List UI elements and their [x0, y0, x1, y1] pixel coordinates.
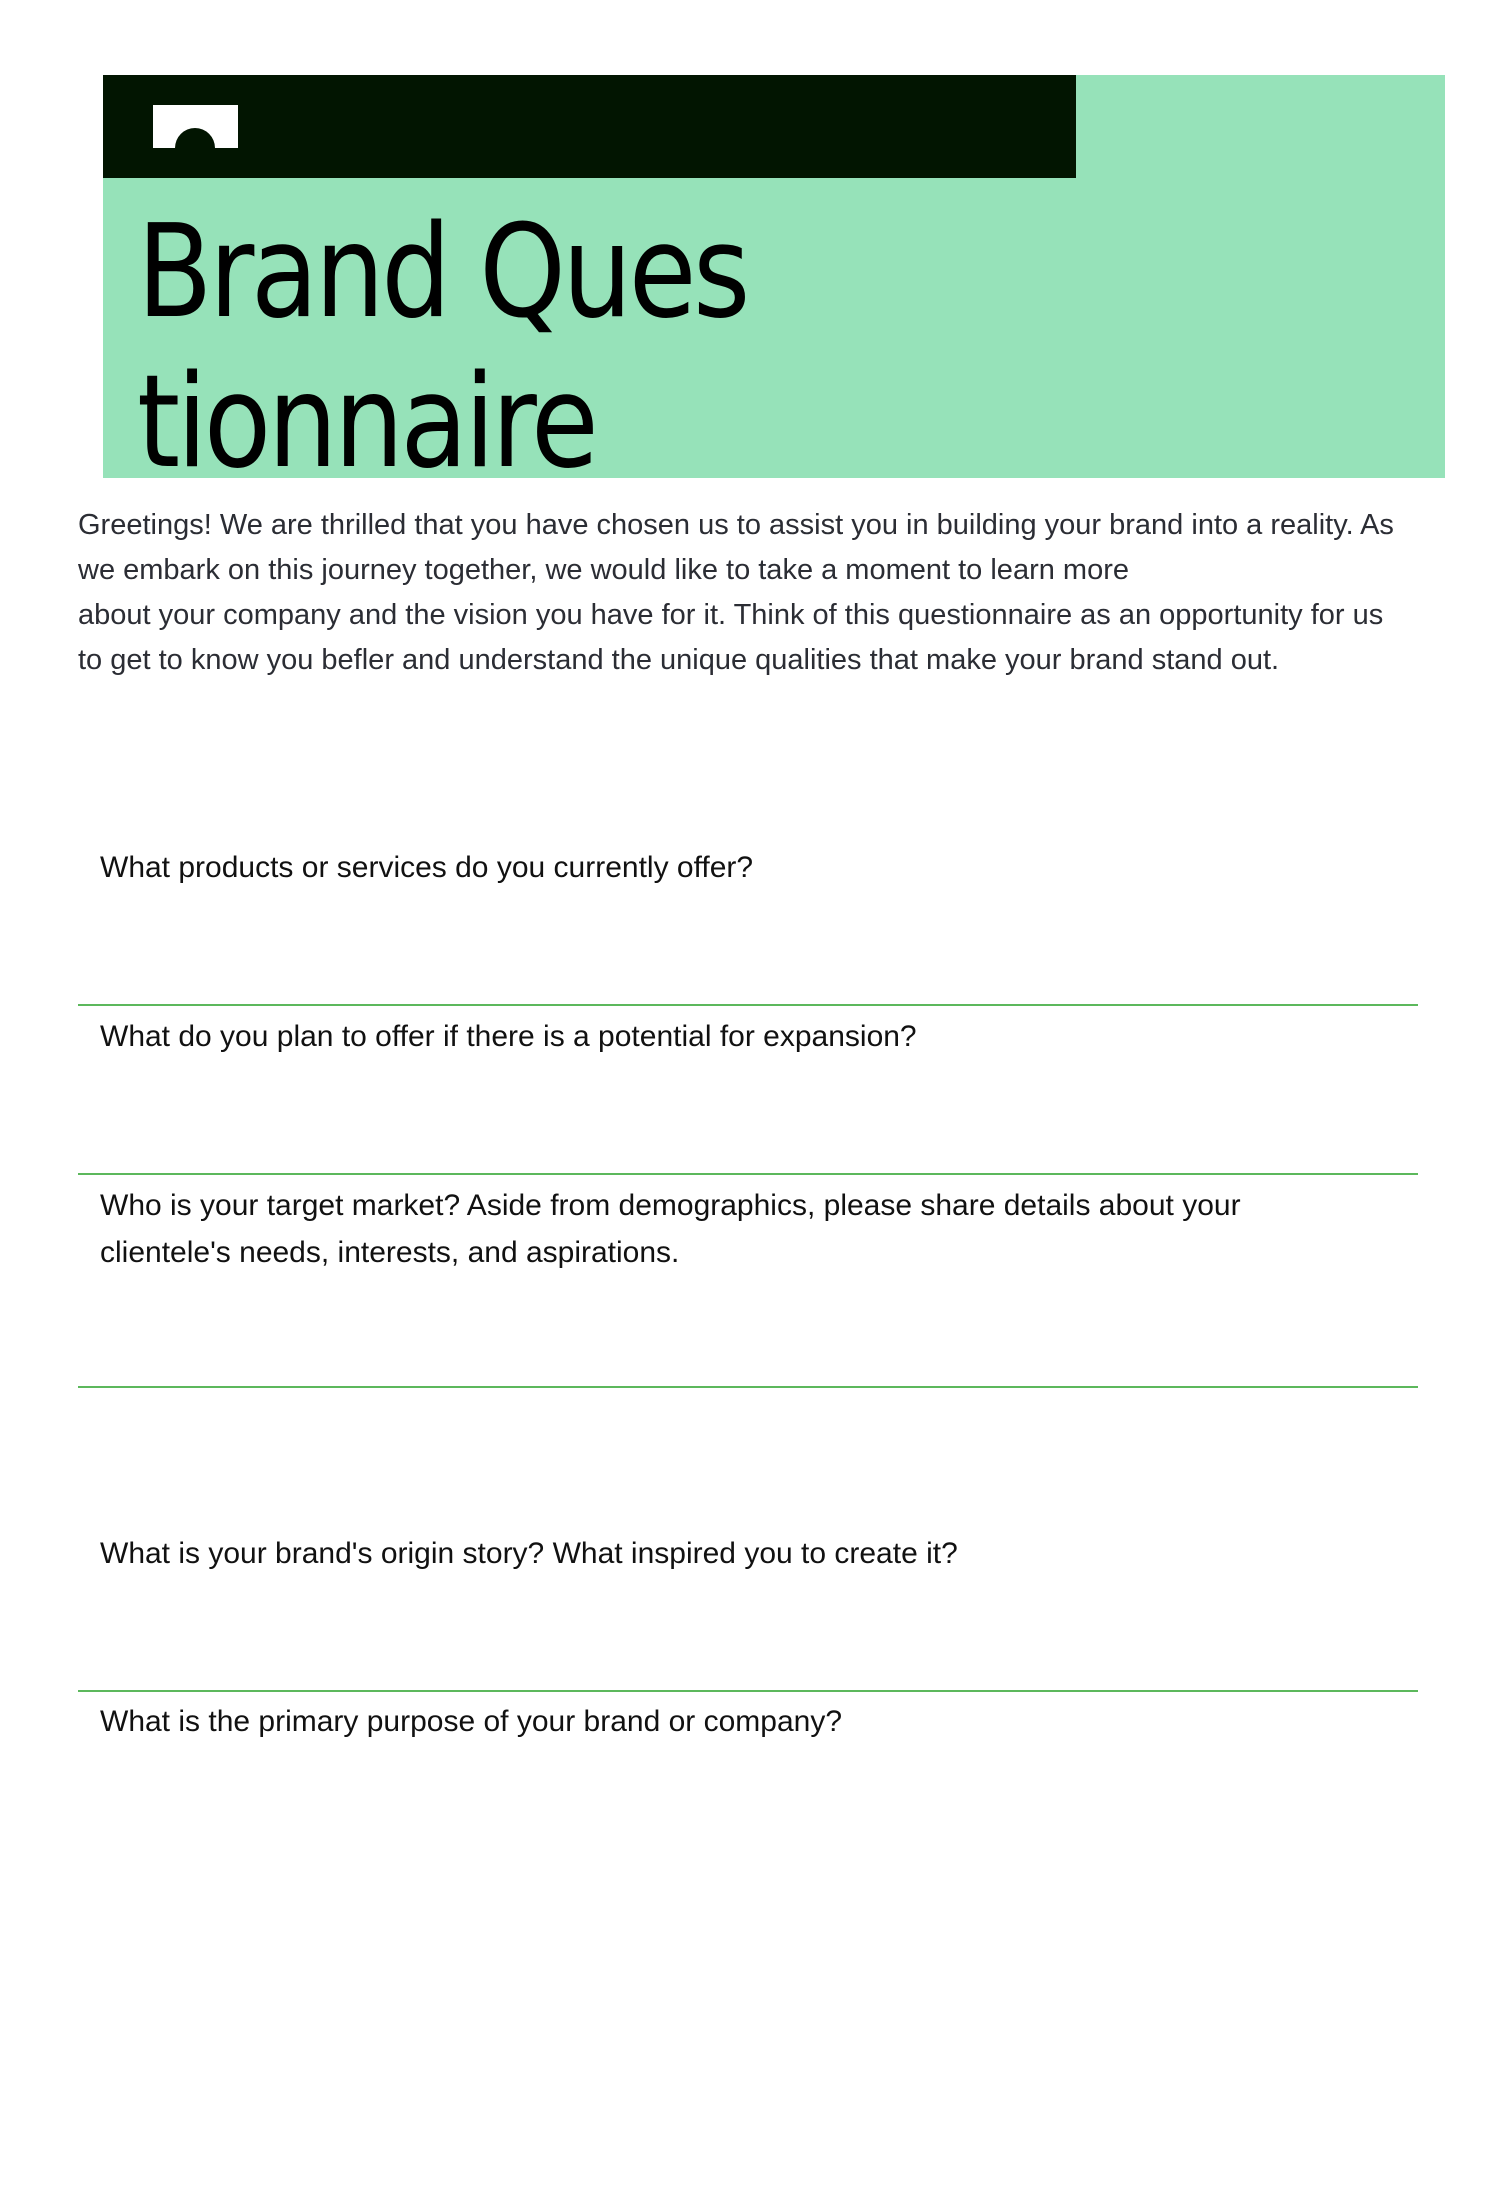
question-target-market: Who is your target market? Aside from demographics, please share details about your clientele's needs, interests, and aspirations.	[100, 1189, 1241, 1269]
answer-line	[78, 1690, 1418, 1692]
question-products: What products or services do you currently offer?	[100, 851, 754, 884]
question-expansion: What do you plan to offer if there is a potential for expansion?	[100, 1020, 917, 1053]
intro-text	[78, 503, 1398, 683]
page-title: Brand Questionnaire	[137, 198, 747, 497]
answer-line	[78, 1173, 1418, 1175]
hero-top-bar	[103, 75, 1076, 178]
answer-line	[78, 1004, 1418, 1006]
intro-paragraph: about your company and the vision you have for it. Think of this questionnaire as an opportunity for us to get to know you befler and understand the unique qualities that make your brand stand out.	[78, 599, 1384, 676]
question-purpose: What is the primary purpose of your brand or company?	[100, 1705, 843, 1738]
intro-paragraph: Greetings! We are thrilled that you have chosen us to assist you in building your brand into a reality. As we embark on this journey together, we would like to take a moment to learn more	[78, 509, 1394, 586]
question-origin-story: What is your brand's origin story? What inspired you to create it?	[100, 1537, 958, 1570]
arch-logo-icon	[153, 105, 238, 148]
answer-line	[78, 1386, 1418, 1388]
